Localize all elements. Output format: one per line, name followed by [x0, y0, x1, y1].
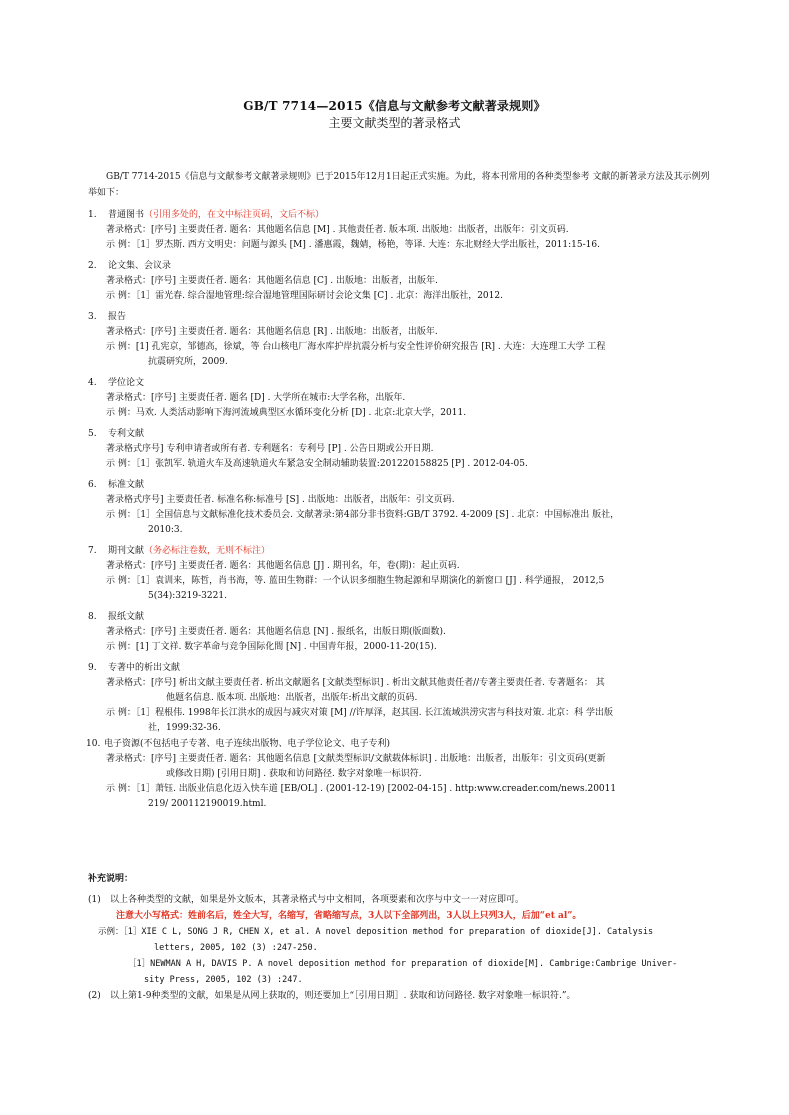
item-example-continuation: 5(34):3219-3221.: [148, 591, 227, 601]
list-item: [88, 478, 718, 538]
item-heading: [88, 310, 718, 325]
item-number: 2.: [88, 261, 97, 271]
item-example-wrapper: [88, 340, 718, 370]
item-number: 8.: [88, 612, 97, 622]
item-number: 3.: [88, 312, 97, 322]
item-note: （引用多处的，在文中标注页码，文后不标）: [144, 210, 325, 220]
item-format-wrapper: [88, 752, 718, 782]
reference-type-list: [88, 208, 718, 818]
intro-paragraph: GB/T 7714-2015《信息与文献参考文献著录规则》已于2015年12月1日起正式实施。为此，将本刊常用的各种类型参考 文献的新著录方法及其示例列举如下：: [88, 172, 710, 198]
item-example: 示 例：［1］袁训来，陈哲，肖书海，等. 蓝田生物群：一个认识多细胞生物起源和早期演化的新窗口 [J] . 科学通报， 2012,5: [106, 576, 605, 586]
supplement-paragraph-2: [88, 988, 718, 1004]
item-format-continuation: 或修改日期) [引用日期] . 获取和访问路径. 数字对象唯一标识符.: [166, 769, 422, 779]
supplement-paragraph-1: [88, 892, 718, 908]
item-name: 论文集、会议录: [108, 261, 172, 271]
item-format: 著录格式：[序号] 主要责任者. 题名：其他题名信息 [J] . 期刊名，年，卷(期)：起止页码.: [106, 561, 460, 571]
item-format: 著录格式：[序号] 主要责任者. 题名：其他题名信息 [R] . 出版地：出版者，出版年.: [106, 327, 438, 337]
item-example-wrapper: [88, 574, 718, 604]
item-number: 10.: [86, 739, 101, 749]
example-text: ［1］NEWMAN A H, DAVIS P. A novel deposition method for preparation of dioxide[M]. Cambrige:Cambrige Univer-: [128, 959, 678, 969]
item-format-continuation: 他题名信息. 版本项. 出版地：出版者，出版年:析出文献的页码.: [166, 693, 418, 703]
list-item: [88, 544, 718, 604]
foreign-example-1: [88, 924, 718, 956]
item-name: 专利文献: [108, 429, 145, 439]
item-name: 学位论文: [108, 378, 145, 388]
item-example: 示 例：［1］全国信息与文献标准化技术委员会. 文献著录:第4部分非书资料:GB/T 3792. 4-2009 [S] . 北京：中国标准出 版社，: [106, 510, 620, 520]
item-name: 期刊文献: [108, 546, 145, 556]
list-item: [88, 310, 718, 370]
page-title: GB/T 7714—2015《信息与文献参考文献著录规则》: [243, 99, 546, 113]
item-example: 示 例：［1］程根伟. 1998年长江洪水的成因与减灾对策 [M] //许厚泽，赵其国. 长江流域洪涝灾害与科技对策. 北京：科 学出版: [106, 708, 614, 718]
item-example: 示 例：［1］雷光春. 综合湿地管理:综合湿地管理国际研讨会论文集 [C] . 北京：海洋出版社，2012.: [106, 291, 503, 301]
item-heading: [88, 208, 718, 223]
item-name: 普通图书: [108, 210, 145, 220]
item-example-continuation: 抗震研究所，2009.: [148, 357, 228, 367]
item-example: 示 例：［1］张凯军. 轨道火车及高速轨道火车紧急安全制动辅助装置:201220158825 [P] . 2012-04-05.: [106, 459, 528, 469]
item-format: 著录格式：[序号] 主要责任者. 题名：其他题名信息 [C] . 出版地：出版者，出版年.: [106, 276, 438, 286]
item-example-wrapper: [88, 508, 718, 538]
item-example-continuation: 2010:3.: [148, 525, 183, 535]
item-name: 专著中的析出文献: [108, 663, 181, 673]
item-format: 著录格式：[序号] 主要责任者. 题名 [D] . 大学所在城市:大学名称，出版年.: [106, 393, 406, 403]
item-format: 著录格式：[序号] 主要责任者. 题名：其他题名信息 [文献类型标识/文献载体标识] . 出版地：出版者，出版年：引文页码(更新: [106, 754, 606, 764]
item-heading: [88, 544, 718, 559]
item-example-continuation: 219/ 200112190019.html.: [148, 799, 267, 809]
supplement-title: 补充说明：: [88, 874, 134, 884]
item-name: 报告: [108, 312, 127, 322]
item-format: 著录格式序号] 主要责任者. 标准名称:标准号 [S] . 出版地：出版者，出版年：引文页码.: [106, 495, 455, 505]
item-name: 标准文献: [108, 480, 145, 490]
item-number: 6.: [88, 480, 97, 490]
list-item: [88, 737, 718, 812]
example-text: 示例：［1］XIE C L, SONG J R, CHEN X, et al. A novel deposition method for preparation of dioxide[J]. Catalysis: [98, 927, 654, 937]
item-example-wrapper: [88, 782, 718, 812]
supplement-number: (2): [88, 991, 101, 1001]
item-example-continuation: 社，1999:32-36.: [148, 723, 221, 733]
item-number: 1.: [88, 210, 97, 220]
item-number: 4.: [88, 378, 97, 388]
item-format-wrapper: [88, 676, 718, 706]
item-heading: [88, 610, 718, 625]
list-item: [88, 208, 718, 253]
item-heading: [88, 427, 718, 442]
supplement-text: 以上第1-9种类型的文献，如果是从网上获取的，则还要加上“［引用日期］. 获取和访问路径. 数字对象唯一标识符.”。: [110, 991, 576, 1001]
item-format: 著录格式：[序号] 主要责任者. 题名：其他题名信息 [N] . 报纸名，出版日期(版面数).: [106, 627, 446, 637]
item-format: 著录格式：[序号] 主要责任者. 题名：其他题名信息 [M] . 其他责任者. 版本项. 出版地：出版者，出版年：引文页码.: [106, 225, 569, 235]
item-number: 9.: [88, 663, 97, 673]
foreign-example-2: [88, 956, 718, 988]
list-item: [88, 661, 718, 736]
example-continuation: sity Press, 2005, 102 (3) :247.: [144, 975, 303, 985]
supplement-section: [88, 892, 718, 1004]
item-example: 示 例：［1］罗杰斯. 西方文明史：问题与源头 [M] . 潘惠霞，魏婧，杨艳，等译. 大连：东北财经大学出版社，2011:15-16.: [106, 240, 600, 250]
supplement-number: (1): [88, 895, 101, 905]
supplement-text: 以上各种类型的文献，如果是外文版本，其著录格式与中文相同，各项要素和次序与中文一一对应即可。: [110, 895, 525, 905]
item-heading: [88, 478, 718, 493]
example-continuation: letters, 2005, 102 (3) :247-250.: [154, 943, 318, 953]
list-item: [88, 427, 718, 472]
item-number: 7.: [88, 546, 97, 556]
item-note: （务必标注卷数，无则不标注）: [144, 546, 271, 556]
list-item: [88, 610, 718, 655]
item-example: 示 例：[1] 孔宪京，邹德高，徐斌，等 台山核电厂海水库护岸抗震分析与安全性评价研究报告 [R] . 大连：大连理工大学 工程: [106, 342, 606, 352]
list-item: [88, 376, 718, 421]
item-example: 示 例：[1] 丁文祥. 数字革命与竞争国际化間 [N] . 中国青年报，2000-11-20(15).: [106, 642, 437, 652]
item-format: 著录格式：[序号] 析出文献主要责任者. 析出文献题名 [文献类型标识] . 析出文献其他责任者//专著主要责任者. 专著题名： 其: [106, 678, 605, 688]
item-example: 示 例：马欢. 人类活动影响下海河流域典型区水循环变化分析 [D] . 北京:北京大学，2011.: [106, 408, 467, 418]
item-name: 报纸文献: [108, 612, 145, 622]
list-item: [88, 259, 718, 304]
item-name: 电子资源(不包括电子专著、电子连续出版物、电子学位论文、电子专利): [104, 739, 391, 749]
item-heading: [88, 259, 718, 274]
item-number: 5.: [88, 429, 97, 439]
page-subtitle: 主要文献类型的著录格式: [328, 116, 461, 130]
item-example-wrapper: [88, 706, 718, 736]
capitalization-note: 注意大小写格式：姓前名后，姓全大写，名缩写，省略缩写点，3人以下全部列出，3人以上只列3人，后加“et al”。: [116, 911, 582, 921]
item-heading: [88, 661, 718, 676]
item-heading: [88, 376, 718, 391]
item-format: 著录格式序号] 专利申请者或所有者. 专利题名：专利号 [P] . 公告日期或公开日期.: [106, 444, 434, 454]
item-example: 示 例：［1］萧钰. 出版业信息化迈入快车道 [EB/OL] . (2001-12-19) [2002-04-15] . http:www.creader.com/news.20011: [106, 784, 617, 794]
item-heading: [86, 737, 718, 752]
